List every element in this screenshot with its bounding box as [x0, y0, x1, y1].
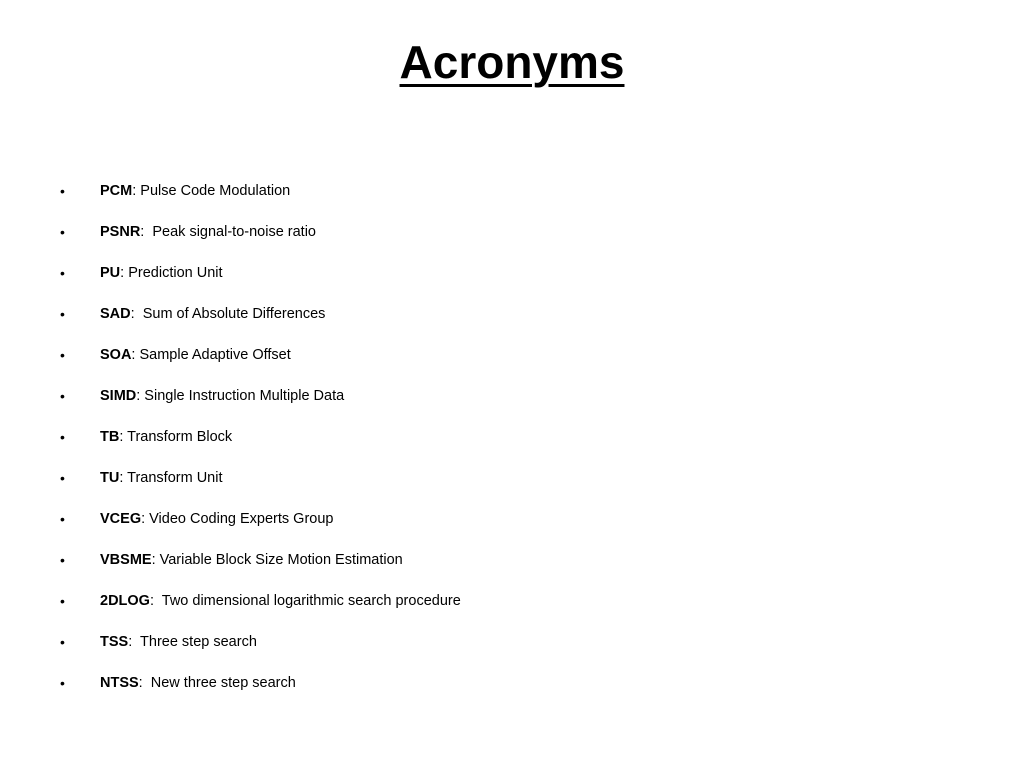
acronym-list: [60, 178, 461, 711]
acronym-term: TSS: [100, 634, 129, 650]
list-item: [60, 342, 461, 383]
list-item: [60, 465, 461, 506]
bullet-icon: •: [60, 224, 65, 240]
list-item: [60, 383, 461, 424]
acronym-definition: : Three step search: [128, 634, 257, 650]
list-item: [60, 424, 461, 465]
acronym-term: TU: [100, 470, 120, 486]
acronym-term: PSNR: [100, 224, 141, 240]
list-item: [60, 301, 461, 342]
bullet-icon: •: [60, 675, 65, 691]
list-item: [60, 629, 461, 670]
acronym-definition: : New three step search: [138, 675, 296, 691]
bullet-icon: •: [60, 634, 65, 650]
bullet-icon: •: [60, 593, 65, 609]
acronym-definition: : Video Coding Experts Group: [141, 511, 334, 527]
acronym-term: NTSS: [100, 675, 139, 691]
list-item: [60, 178, 461, 219]
acronym-definition: : Pulse Code Modulation: [132, 183, 291, 199]
bullet-icon: •: [60, 265, 65, 281]
acronym-term: PU: [100, 265, 121, 281]
acronym-term: 2DLOG: [100, 593, 150, 609]
acronym-definition: : Transform Block: [119, 429, 233, 445]
list-item: [60, 260, 461, 301]
bullet-icon: •: [60, 511, 65, 527]
acronym-definition: : Sample Adaptive Offset: [131, 347, 291, 363]
acronym-definition: : Two dimensional logarithmic search procedure: [149, 593, 461, 609]
list-item: [60, 506, 461, 547]
acronym-definition: : Variable Block Size Motion Estimation: [151, 552, 403, 568]
acronym-term: TB: [100, 429, 120, 445]
list-item: [60, 670, 461, 711]
acronym-definition: : Peak signal-to-noise ratio: [140, 224, 316, 240]
slide-title: [0, 30, 1024, 94]
acronym-definition: : Prediction Unit: [120, 265, 223, 281]
bullet-icon: •: [60, 347, 65, 363]
acronym-term: PCM: [100, 183, 133, 199]
acronym-term: VCEG: [100, 511, 142, 527]
acronym-definition: : Single Instruction Multiple Data: [136, 388, 345, 404]
acronym-term: VBSME: [100, 552, 152, 568]
acronym-term: SOA: [100, 347, 132, 363]
slide-title-text: Acronyms: [399, 36, 625, 88]
bullet-icon: •: [60, 183, 65, 199]
bullet-icon: •: [60, 552, 65, 568]
acronym-term: SAD: [100, 306, 131, 322]
list-item: [60, 547, 461, 588]
acronym-term: SIMD: [100, 388, 137, 404]
list-item: [60, 219, 461, 260]
bullet-icon: •: [60, 388, 65, 404]
bullet-icon: •: [60, 306, 65, 322]
bullet-icon: •: [60, 429, 65, 445]
acronym-definition: : Sum of Absolute Differences: [130, 306, 326, 322]
list-item: [60, 588, 461, 629]
bullet-icon: •: [60, 470, 65, 486]
acronym-definition: : Transform Unit: [119, 470, 223, 486]
